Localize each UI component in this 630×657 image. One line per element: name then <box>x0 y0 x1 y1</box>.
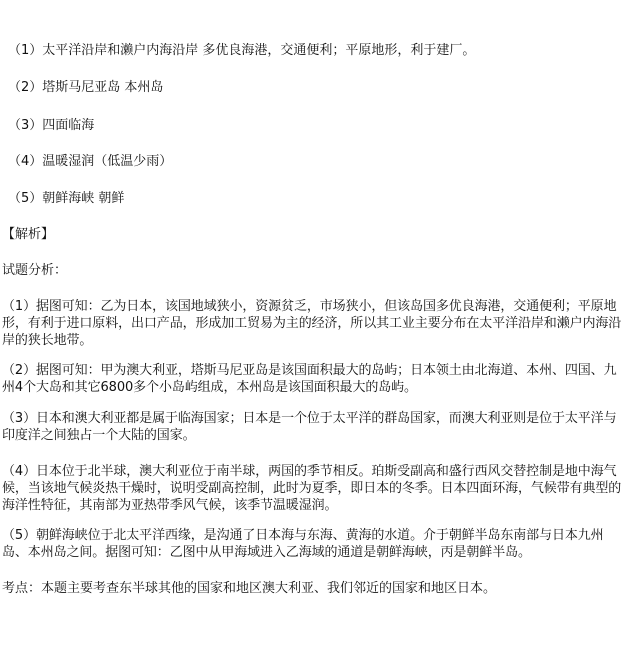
answer-2: （2）塔斯马尼亚岛 本州岛 <box>8 80 164 95</box>
analysis-paragraph-4: （4）日本位于北半球，澳大利亚位于南半球，两国的季节相反。珀斯受副高和盛行西风交替控制是地中海气候，当该地气候炎热干燥时，说明受副高控制，此时为夏季，即日本的冬季。日本四面环海，气候带有典型的海洋性特征，其南部为亚热带季风气候，该季节温暖湿润。 <box>2 464 622 513</box>
answer-5: （5）朝鲜海峡 朝鲜 <box>8 191 125 206</box>
answer-3: （3）四面临海 <box>8 118 95 133</box>
analysis-intro: 试题分析： <box>2 263 68 278</box>
exam-point: 考点：本题主要考查东半球其他的国家和地区澳大利亚、我们邻近的国家和地区日本。 <box>2 581 497 596</box>
answer-1: （1）太平洋沿岸和濑户内海沿岸 多优良海港，交通便利；平原地形，利于建厂。 <box>8 43 476 58</box>
analysis-paragraph-5: （5）朝鲜海峡位于北太平洋西缘，是沟通了日本海与东海、黄海的水道。介于朝鲜半岛东南部与日本九州岛、本州岛之间。据图可知：乙图中从甲海域进入乙海域的通道是朝鲜海峡，丙是朝鲜半岛。 <box>2 528 604 560</box>
analysis-paragraph-2: （2）据图可知：甲为澳大利亚，塔斯马尼亚岛是该国面积最大的岛屿；日本领土由北海道、本州、四国、九州4个大岛和其它6800多个小岛屿组成，本州岛是该国面积最大的岛屿。 <box>2 363 617 395</box>
analysis-paragraph-1: （1）据图可知：乙为日本，该国地域狭小，资源贫乏，市场狭小，但该岛国多优良海港，交通便利；平原地形，有利于进口原料，出口产品，形成加工贸易为主的经济，所以其工业主要分布在太平洋沿岸和濑户内海沿岸的狭长地带。 <box>2 299 622 348</box>
analysis-paragraph-3: （3）日本和澳大利亚都是属于临海国家；日本是一个位于太平洋的群岛国家，而澳大利亚则是位于太平洋与印度洋之间独占一个大陆的国家。 <box>2 411 617 443</box>
answer-4: （4）温暖湿润（低温少雨） <box>8 154 173 169</box>
analysis-heading: 【解析】 <box>2 227 55 242</box>
